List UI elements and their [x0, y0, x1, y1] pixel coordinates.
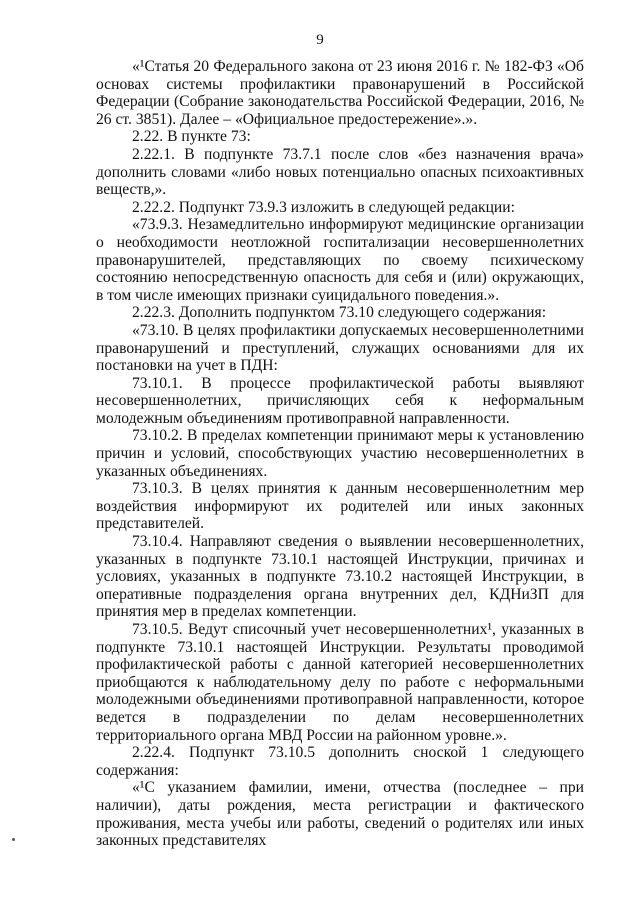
paragraph: 2.22.1. В подпункте 73.7.1 после слов «без назначения врача» дополнить словами «либо новых потенциально опасных психоактивных веществ,».: [96, 145, 584, 199]
paragraph: «73.9.3. Незамедлительно информируют медицинские организации о необходимости неотложной госпитализации несовершеннолетних правонарушителей, представляющих по своему психическому состоянию непосредственную опасность для себя и (или) окружающих, в том числе имеющих признаки суицидального поведения.».: [96, 216, 584, 304]
paragraph: 2.22.4. Подпункт 73.10.5 дополнить сноской 1 следующего содержания:: [96, 744, 584, 779]
document-body: [96, 58, 584, 850]
paragraph: «¹С указанием фамилии, имени, отчества (последнее – при наличии), даты рождения, места регистрации и фактического проживания, места учебы или работы, сведений о родителях или иных законных представителях: [96, 779, 584, 850]
paragraph: «73.10. В целях профилактики допускаемых несовершеннолетними правонарушений и преступлений, служащих основаниями для их постановки на учет в ПДН:: [96, 321, 584, 375]
paragraph: 2.22. В пункте 73:: [132, 128, 251, 146]
paragraph: 73.10.2. В пределах компетенции принимают меры к установлению причин и условий, способствующих участию несовершеннолетних в указанных объединениях.: [96, 427, 584, 480]
page-number: 9: [316, 32, 324, 48]
paragraph: «¹Статья 20 Федерального закона от 23 июня 2016 г. № 182-ФЗ «Об основах системы профилактики правонарушений в Российской Федерации (Собрание законодательства Российской Федерации, 2016, № 26 ст. 3851). Далее – «Официальное предостережение».».: [96, 58, 584, 128]
paragraph: 73.10.1. В процессе профилактической работы выявляют несовершеннолетних, причисляющих себя к неформальным молодежным объединениям противоправной направленности.: [96, 374, 584, 427]
paragraph: 2.22.3. Дополнить подпунктом 73.10 следующего содержания:: [132, 304, 547, 322]
paragraph: 2.22.2. Подпункт 73.9.3 изложить в следующей редакции:: [132, 198, 515, 216]
paragraph: 73.10.4. Направляют сведения о выявлении несовершеннолетних, указанных в подпункте 73.10.1 настоящей Инструкции, причинах и условиях, указанных в подпункте 73.10.2 настоящей Инструкции, в оперативные подразделения органа внутренних дел, КДНиЗП для принятия мер в пределах компетенции.: [96, 533, 584, 621]
paragraph: 73.10.3. В целях принятия к данным несовершеннолетним мер воздействия информируют их родителей или иных законных представителей.: [96, 480, 584, 533]
scan-speck: [12, 838, 15, 841]
paragraph: 73.10.5. Ведут списочный учет несовершеннолетних¹, указанных в подпункте 73.10.1 настоящей Инструкции. Результаты проводимой профилактической работы с данной категорией несовершеннолетних приобщаются к наблюдательному делу по работе с неформальными молодежными объединениями противоправной направленности, которое ведется в подразделении по делам несовершеннолетних территориального органа МВД России на районном уровне.».: [96, 621, 584, 744]
